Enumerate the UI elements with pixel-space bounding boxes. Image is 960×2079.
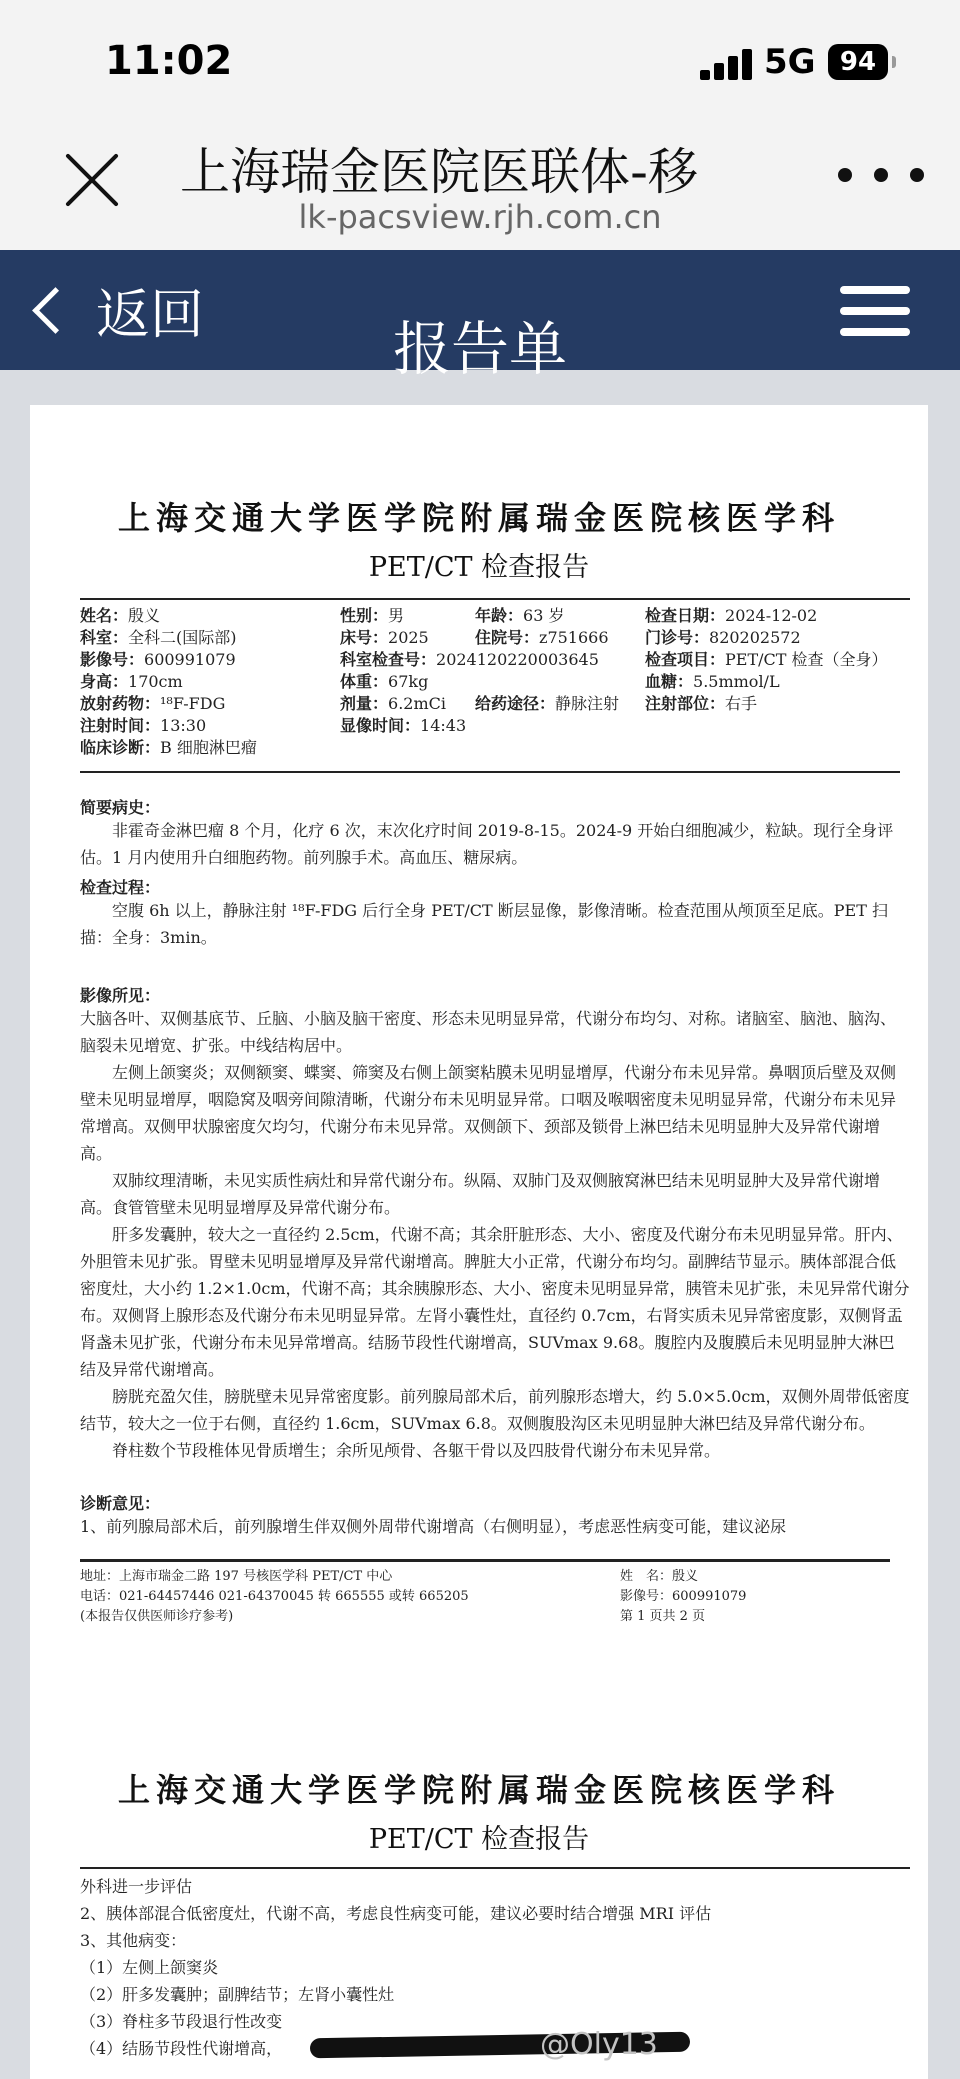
findings-paragraph: 膀胱充盈欠佳，膀胱壁未见异常密度影。前列腺局部术后，前列腺形态增大，约 5.0×5.0cm，双侧外周带低密度结节，较大之一位于右侧，直径约 1.6cm，SUVmax 6.8。双侧腹股沟区未见明显肿大淋巴结及异常代谢分布。 [80,1387,910,1433]
info-field: 性别：男 [340,606,405,625]
divider [80,771,900,773]
divider [80,1559,890,1562]
nav-bar [0,250,960,383]
diagnosis-label: 诊断意见： [80,1494,161,1513]
history-label: 简要病史： [80,798,161,817]
info-field: 身高：170cm [80,672,183,691]
info-field: 影像号：600991079 [80,650,236,669]
info-field: 科室：全科二(国际部) [80,628,237,647]
footer-line: 姓 名：殷义 [620,1569,699,1584]
page2-line: 外科进一步评估 [80,1877,193,1896]
nav-title: 报告单 [392,315,567,383]
info-field: 给药途径：静脉注射 [475,694,620,713]
watermark: @Oly13 [540,2027,658,2062]
info-field: 科室检查号：2024120220003645 [340,650,599,669]
footer-patient [620,1567,746,1627]
divider [80,1867,910,1869]
footer-line: 地址：上海市瑞金二路 197 号核医学科 PET/CT 中心 [80,1569,393,1584]
browser-header [0,120,960,250]
page-url: lk-pacsview.rjh.com.cn [298,198,662,236]
footer-line: (本报告仅供医师诊疗参考) [80,1609,234,1624]
history-text: 非霍奇金淋巴瘤 8 个月，化疗 6 次，末次化疗时间 2019-8-15。2024-9 开始白细胞减少，粒缺。现行全身评估。1 月内使用升白细胞药物。前列腺手术。高血压、糖尿病。 [80,821,894,867]
process-label: 检查过程： [80,878,161,897]
more-options-icon[interactable] [836,168,946,188]
info-field: 放射药物：¹⁸F-FDG [80,694,226,713]
hospital-name: 上海交通大学医学院附属瑞金医院核医学科 [117,499,840,537]
diagnosis-text: 1、前列腺局部术后，前列腺增生伴双侧外周带代谢增高（右侧明显），考虑恶性病变可能，建议泌尿 [80,1517,787,1536]
footer-line: 第 1 页共 2 页 [620,1609,706,1624]
findings-paragraph: 肝多发囊肿，较大之一直径约 2.5cm，代谢不高；其余肝脏形态、大小、密度及代谢分布未见明显异常。肝内、外胆管未见扩张。胃壁未见明显增厚及异常代谢增高。脾脏大小正常，代谢分布均匀。副脾结节显示。胰体部混合低密度灶，大小约 1.2×1.0cm，代谢不高；其余胰腺形态、大小、密度未见明显异常，胰管未见扩张，未见异常代谢分布。双侧肾上腺形态及代谢分布未见明显异常。左肾小囊性灶，直径约 0.7cm，右肾实质未见异常密度影，双侧肾盂肾盏未见扩张，代谢分布未见异常增高。结肠节段性代谢增高，SUVmax 9.68。腹腔内及腹膜后未见明显肿大淋巴结及异常代谢增高。 [80,1225,910,1379]
info-field: 住院号：z751666 [475,628,609,647]
info-field: 姓名：殷义 [80,606,161,625]
info-field: 门诊号：820202572 [645,628,801,647]
info-field: 注射部位：右手 [645,694,758,713]
info-field: 检查日期：2024-12-02 [645,606,818,625]
cellular-signal-icon [700,48,752,80]
footer-line: 影像号：600991079 [620,1589,747,1604]
findings-paragraph: 左侧上颌窦炎；双侧额窦、蝶窦、筛窦及右侧上颌窦粘膜未见明显增厚，代谢分布未见异常。鼻咽顶后壁及双侧壁未见明显增厚，咽隐窝及咽旁间隙清晰，代谢分布未见明显异常。口咽及喉咽密度未见明显异常，代谢分布未见异常增高。双侧甲状腺密度欠均匀，代谢分布未见异常。双侧颌下、颈部及锁骨上淋巴结未见明显肿大及异常代谢增高。 [80,1063,897,1163]
findings-paragraph: 大脑各叶、双侧基底节、丘脑、小脑及脑干密度、形态未见明显异常，代谢分布均匀、对称。诸脑室、脑池、脑沟、脑裂未见增宽、扩张。中线结构居中。 [80,1009,897,1055]
page2-line: 2、胰体部混合低密度灶，代谢不高，考虑良性病变可能，建议必要时结合增强 MRI 评估 [80,1904,712,1923]
page2-line: （1）左侧上颌窦炎 [80,1958,219,1977]
page2-line: 3、其他病变： [80,1931,187,1950]
footer-address [80,1567,469,1627]
page2-line: （3）脊柱多节段退行性改变 [80,2012,283,2031]
findings-text [80,1005,910,1464]
findings-paragraph: 双肺纹理清晰，未见实质性病灶和异常代谢分布。纵隔、双肺门及双侧腋窝淋巴结未见明显肿大及异常代谢增高。食管管壁未见明显增厚及异常代谢分布。 [80,1171,881,1217]
info-field: 床号：2025 [340,628,429,647]
info-field: 剂量：6.2mCi [340,694,446,713]
findings-label: 影像所见： [80,986,161,1005]
report-title: PET/CT 检查报告 [368,552,590,583]
network-type: 5G [764,42,816,82]
process-text: 空腹 6h 以上，静脉注射 ¹⁸F-FDG 后行全身 PET/CT 断层显像，影像清晰。检查范围从颅顶至足底。PET 扫描：全身：3min。 [80,901,888,947]
page-title: 上海瑞金医院医联体-移 [180,143,699,201]
divider [80,598,910,600]
info-field: 检查项目：PET/CT 检查（全身） [645,650,888,669]
info-field: 临床诊断：B 细胞淋巴瘤 [80,738,257,757]
close-icon[interactable] [62,150,122,210]
report-title-page2: PET/CT 检查报告 [368,1824,590,1855]
status-time: 11:02 [105,38,233,84]
status-bar [0,0,960,120]
info-field: 体重：67kg [340,672,429,691]
page2-line: （4）结肠节段性代谢增高， [80,2039,283,2058]
hospital-name-page2: 上海交通大学医学院附属瑞金医院核医学科 [117,1771,840,1809]
page2-line: （2）肝多发囊肿；副脾结节；左肾小囊性灶 [80,1985,395,2004]
page2-text [80,1873,910,2062]
footer-line: 电话：021-64457446 021-64370045 转 665555 或转 665205 [80,1589,469,1604]
menu-icon[interactable] [840,286,910,336]
info-field: 血糖：5.5mmol/L [645,672,780,691]
info-field: 显像时间：14:43 [340,716,467,735]
back-label: 返回 [96,282,204,346]
info-field: 年龄：63 岁 [475,606,565,625]
report-document[interactable] [30,405,928,2079]
findings-paragraph: 脊柱数个节段椎体见骨质增生；余所见颅骨、各躯干骨以及四肢骨代谢分布未见异常。 [112,1441,721,1460]
battery-icon: 94 [828,44,888,80]
info-field: 注射时间：13:30 [80,716,207,735]
